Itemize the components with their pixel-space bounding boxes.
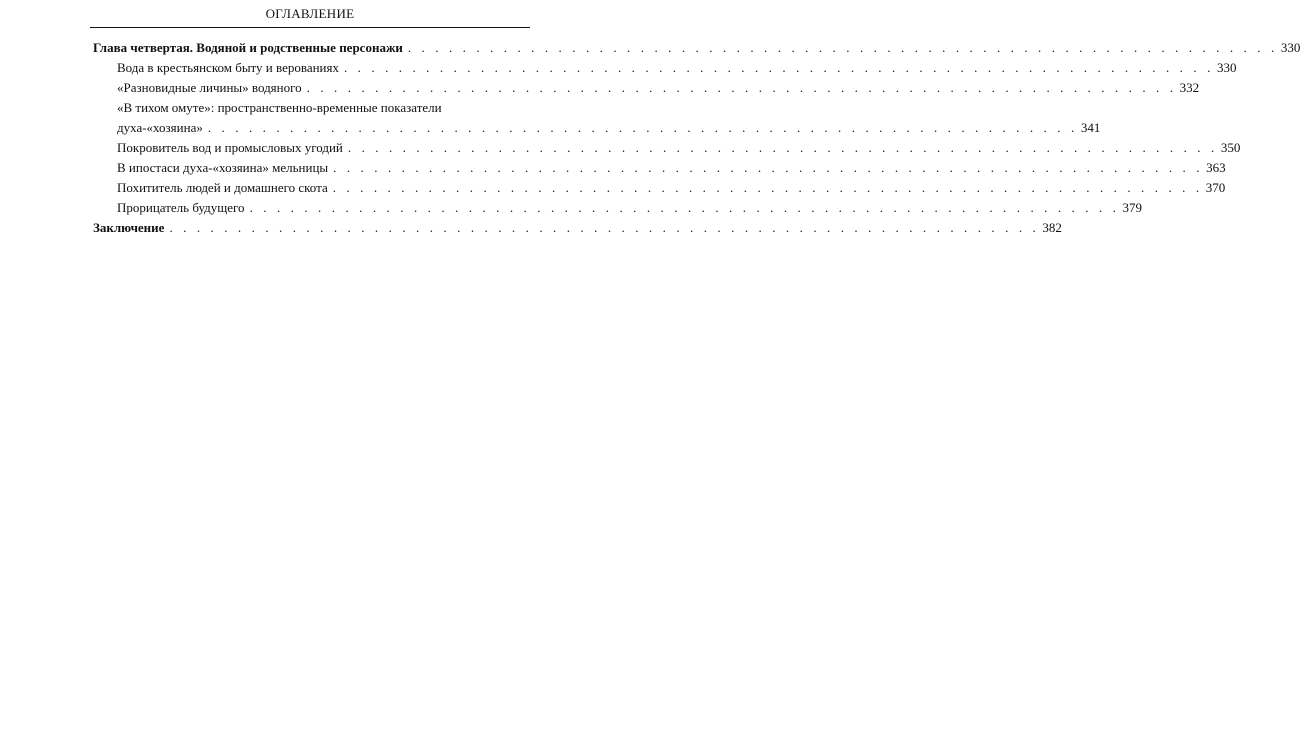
toc-conclusion-entry[interactable] — [93, 218, 1062, 238]
toc-entry-page: 379 — [1122, 200, 1143, 215]
toc-entry-page: 341 — [1080, 120, 1101, 135]
toc-entry-title: духа-«хозяина» — [117, 120, 203, 135]
toc-entry-page: 370 — [1205, 180, 1226, 195]
dot-leader: . . . . . . . . . . . . . . . . . . . . . . . . . . . . . . . . . . . . . . . . . . . . . . . . . . . . . . . . . . . . . . . . — [306, 80, 1177, 95]
toc-entry-title: «Разновидные личины» водяного — [117, 80, 302, 95]
toc-chapter-entry[interactable] — [93, 38, 1300, 58]
toc-entry[interactable] — [93, 198, 1143, 218]
running-header: ОГЛАВЛЕНИЕ — [265, 6, 355, 21]
toc-entry-title: Прорицатель будущего — [117, 200, 245, 215]
toc-entry-page: 363 — [1206, 160, 1226, 175]
toc-entry-title: Глава четвертая. Водяной и родственные персонажи — [93, 40, 403, 55]
toc-entry-page: 382 — [1042, 220, 1062, 235]
dot-leader: . . . . . . . . . . . . . . . . . . . . . . . . . . . . . . . . . . . . . . . . . . . . . . . . . . . . . . . . . . . . . . . . — [333, 160, 1204, 175]
toc-entry-page: 330 — [1280, 40, 1300, 55]
toc-entry-title: В ипостаси духа-«хозяина» мельницы — [117, 160, 329, 175]
toc-entry-title: Заключение — [93, 220, 165, 235]
toc-entry-title: Вода в крестьянском быту и верованиях — [117, 60, 339, 75]
toc-entry[interactable] — [93, 178, 1226, 198]
toc-entry-page: 330 — [1216, 60, 1237, 75]
toc-entry-multiline[interactable] — [93, 98, 1101, 138]
header-rule — [90, 27, 530, 28]
toc-entry-title-line1: «В тихом омуте»: пространственно-временные показатели — [117, 100, 442, 115]
dot-leader: . . . . . . . . . . . . . . . . . . . . . . . . . . . . . . . . . . . . . . . . . . . . . . . . . . . . . . . . . . . . . . . . — [169, 220, 1040, 235]
toc-entry-title: Похититель людей и домашнего скота — [117, 180, 328, 195]
toc-entry[interactable] — [93, 138, 1241, 158]
toc-entry-page: 332 — [1179, 80, 1200, 95]
toc-entry-title: Покровитель вод и промысловых угодий — [117, 140, 343, 155]
toc-entry[interactable] — [93, 158, 1226, 178]
dot-leader: . . . . . . . . . . . . . . . . . . . . . . . . . . . . . . . . . . . . . . . . . . . . . . . . . . . . . . . . . . . . . . . . — [347, 140, 1218, 155]
dot-leader: . . . . . . . . . . . . . . . . . . . . . . . . . . . . . . . . . . . . . . . . . . . . . . . . . . . . . . . . . . . . . . . . — [407, 40, 1278, 55]
dot-leader: . . . . . . . . . . . . . . . . . . . . . . . . . . . . . . . . . . . . . . . . . . . . . . . . . . . . . . . . . . . . . . . . — [207, 120, 1078, 135]
dot-leader: . . . . . . . . . . . . . . . . . . . . . . . . . . . . . . . . . . . . . . . . . . . . . . . . . . . . . . . . . . . . . . . . — [332, 180, 1203, 195]
toc-entry[interactable] — [93, 58, 1237, 78]
toc-entry[interactable] — [93, 78, 1200, 98]
dot-leader: . . . . . . . . . . . . . . . . . . . . . . . . . . . . . . . . . . . . . . . . . . . . . . . . . . . . . . . . . . . . . . . . — [343, 60, 1214, 75]
toc-entry-page: 350 — [1220, 140, 1241, 155]
table-of-contents — [93, 38, 1300, 238]
dot-leader: . . . . . . . . . . . . . . . . . . . . . . . . . . . . . . . . . . . . . . . . . . . . . . . . . . . . . . . . . . . . . . . . — [249, 200, 1120, 215]
